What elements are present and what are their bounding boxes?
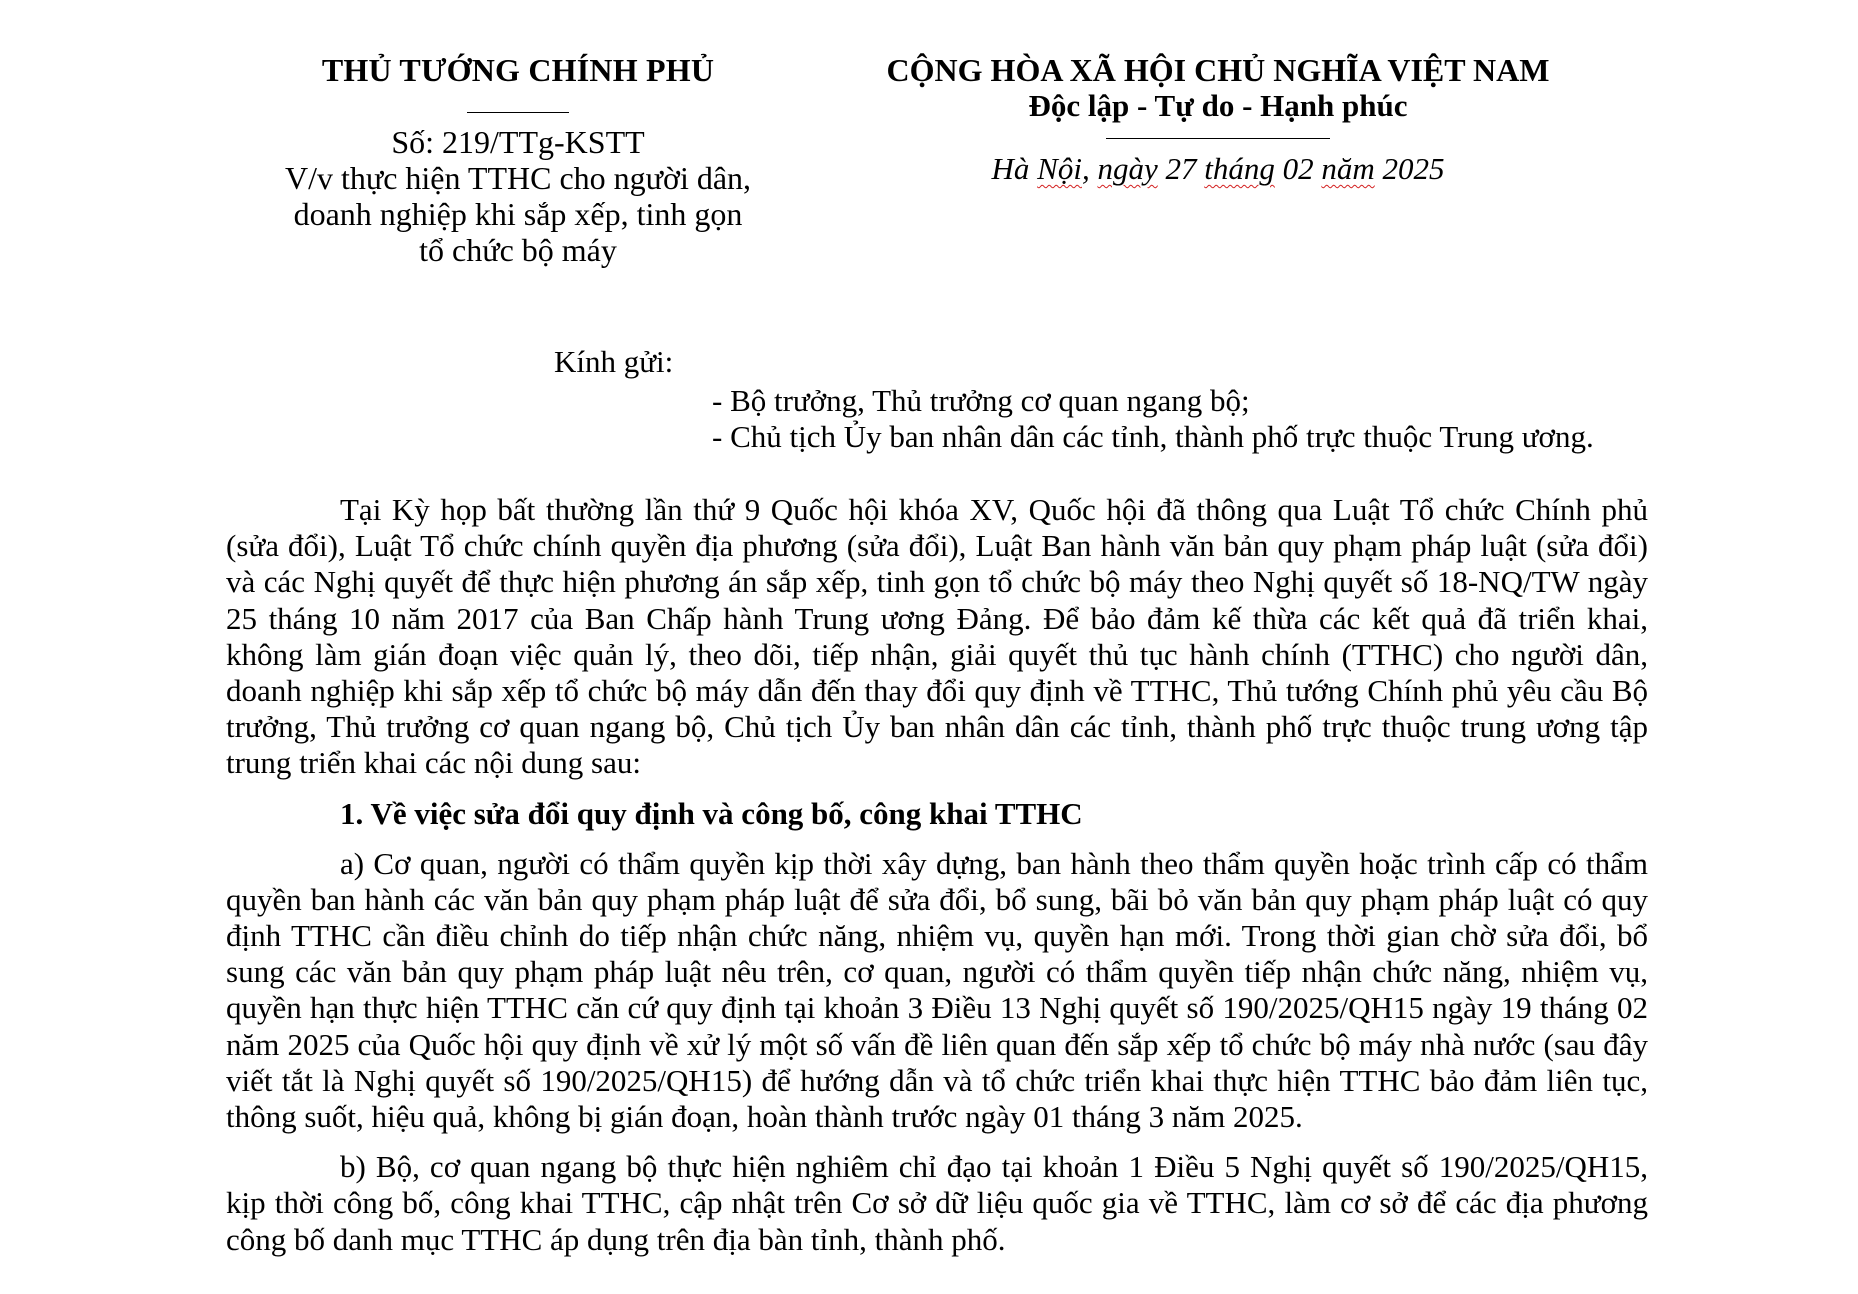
issue-date bbox=[848, 151, 1588, 187]
section-1-item-a: a) Cơ quan, người có thẩm quyền kịp thời xây dựng, ban hành theo thẩm quyền hoặc trình cấp có thẩm quyền ban hành các văn bản quy phạm pháp luật để sửa đổi, bổ sung, bãi bỏ văn bản quy phạm pháp luật có quy định TTHC cần điều chỉnh do tiếp nhận chức năng, nhiệm vụ, quyền hạn mới. Trong thời gian chờ sửa đổi, bổ sung các văn bản quy phạm pháp luật nêu trên, cơ quan, người có thẩm quyền tiếp nhận chức năng, nhiệm vụ, quyền hạn thực hiện TTHC căn cứ quy định tại khoản 3 Điều 13 Nghị quyết số 190/2025/QH15 ngày 19 tháng 02 năm 2025 của Quốc hội quy định về xử lý một số vấn đề liên quan đến sắp xếp tổ chức bộ máy nhà nước (sau đây viết tắt là Nghị quyết số 190/2025/QH15) để hướng dẫn và tổ chức triển khai thực hiện TTHC bảo đảm liên tục, thông suốt, hiệu quả, không bị gián đoạn, hoàn thành trước ngày 01 tháng 3 năm 2025. bbox=[226, 845, 1648, 1135]
date-part: ngày bbox=[1097, 151, 1158, 186]
recipient-item: - Bộ trưởng, Thủ trưởng cơ quan ngang bộ; bbox=[712, 383, 1250, 418]
date-part: 27 bbox=[1157, 151, 1205, 186]
document-body bbox=[226, 492, 1648, 1270]
header-left bbox=[238, 52, 798, 268]
recipient-list bbox=[712, 383, 1594, 455]
document-number: Số: 219/TTg-KSTT bbox=[391, 124, 645, 160]
date-part: , bbox=[1081, 151, 1098, 186]
header-right-divider bbox=[1106, 138, 1330, 139]
date-part: Hà bbox=[991, 151, 1038, 186]
date-part: năm bbox=[1321, 151, 1375, 186]
section-1-heading: 1. Về việc sửa đổi quy định và công bố, công khai TTHC bbox=[340, 795, 1083, 831]
greeting: Kính gửi: bbox=[554, 344, 674, 379]
date-part: 2025 bbox=[1374, 151, 1445, 186]
subject-line-3: tổ chức bộ máy bbox=[419, 232, 617, 268]
recipient-item: - Chủ tịch Ủy ban nhân dân các tỉnh, thành phố trực thuộc Trung ương. bbox=[712, 419, 1594, 454]
subject-line-1: V/v thực hiện TTHC cho người dân, bbox=[284, 160, 752, 196]
header-right bbox=[848, 52, 1588, 187]
header-left-divider bbox=[467, 112, 569, 113]
national-motto: Độc lập - Tự do - Hạnh phúc bbox=[1028, 88, 1408, 123]
date-part: tháng bbox=[1204, 151, 1275, 186]
national-title: CỘNG HÒA XÃ HỘI CHỦ NGHĨA VIỆT NAM bbox=[886, 52, 1550, 88]
issuing-organization: THỦ TƯỚNG CHÍNH PHỦ bbox=[321, 52, 715, 88]
intro-paragraph: Tại Kỳ họp bất thường lần thứ 9 Quốc hội khóa XV, Quốc hội đã thông qua Luật Tổ chức Chính phủ (sửa đổi), Luật Tổ chức chính quyền địa phương (sửa đổi), Luật Ban hành văn bản quy phạm pháp luật (sửa đổi) và các Nghị quyết để thực hiện phương án sắp xếp, tinh gọn tổ chức bộ máy theo Nghị quyết số 18-NQ/TW ngày 25 tháng 10 năm 2017 của Ban Chấp hành Trung ương Đảng. Để bảo đảm kế thừa các kết quả đã triển khai, không làm gián đoạn việc quản lý, theo dõi, tiếp nhận, giải quyết thủ tục hành chính (TTHC) cho người dân, doanh nghiệp khi sắp xếp tổ chức bộ máy dẫn đến thay đổi quy định về TTHC, Thủ tướng Chính phủ yêu cầu Bộ trưởng, Thủ trưởng cơ quan ngang bộ, Chủ tịch Ủy ban nhân dân các tỉnh, thành phố trực thuộc trung ương tập trung triển khai các nội dung sau: bbox=[226, 492, 1648, 781]
section-1-item-b: b) Bộ, cơ quan ngang bộ thực hiện nghiêm chỉ đạo tại khoản 1 Điều 5 Nghị quyết số 190/2025/QH15, kịp thời công bố, công khai TTHC, cập nhật trên Cơ sở dữ liệu quốc gia về TTHC, làm cơ sở để các địa phương công bố danh mục TTHC áp dụng trên địa bàn tỉnh, thành phố. bbox=[226, 1149, 1648, 1257]
date-part: Nội bbox=[1037, 151, 1082, 186]
subject-line-2: doanh nghiệp khi sắp xếp, tinh gọn bbox=[293, 196, 743, 232]
date-part: 02 bbox=[1274, 151, 1322, 186]
